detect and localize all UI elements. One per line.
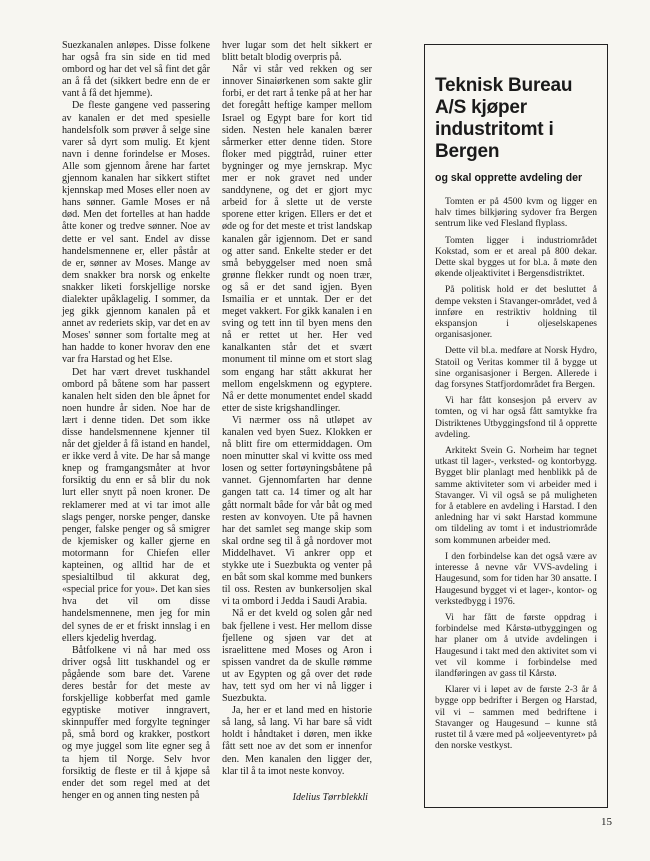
article-paragraph: Suezkanalen anløpes. Disse folkene har også fra sin side en tid med ombord og har det vel så fint det går an å få det (sikkert bedre enn de er vant å få det hjemme). [62,40,210,100]
article-paragraph: hver lugar som det helt sikkert er blitt betalt blodig overpris på. [222,40,372,64]
news-sidebar-content [435,75,597,757]
sidebar-body [435,197,597,752]
news-sidebar-box [424,44,608,808]
article-paragraph: De fleste gangene ved passering av kanalen er det med spesielle handelsfolk som prøver å selge sine varer så dyrt som mulig. Et kjent navn i denne forindelse er Moses. Alle som gjennom årene har fartet gjennom kanalen har sikkert stiftet kjennskap med Moses eller noen av hans sønner. Gamle Moses er nå død. Men det fortelles at han hadde åtte koner og tredve sønner. Noe av dette er vel sant. Endel av disse handelsmennene er, eller påstår at de er, sønner av Moses. Mange av dem snakker bra norsk og enkelte snakker liketi forskjellige norske dialekter upåklagelig. I sommer, da jeg gikk gjennom kanalen på et annet av rederiets skip, var det en av Moses' sønner som fortalte meg at han hadde to koner hvorav den ene var fra Harstad og het Else. [62,100,210,366]
article-column-2 [222,40,372,804]
article-column-1 [62,40,210,802]
sidebar-paragraph: På politisk hold er det besluttet å dempe veksten i Stavanger-området, ved å innføre en restriktiv holdning til ekspansjon i oljeselskapenes organisasjoner. [435,285,597,341]
sidebar-paragraph: Arkitekt Svein G. Norheim har tegnet utkast til lager-, verksted- og kontorbygg. Bygget blir planlagt med henblikk på de samme aktiviteter som vi arbeider med i Stavanger. Vi vil også se på muligheten for å etablere en avdeling i Harstad. I den anledning har vi søkt Harstad kommune om tildeling av tomt i et industriområde som kommunen arbeider med. [435,446,597,546]
sidebar-headline: Teknisk Bureau A/S kjøper industritomt i Bergen [435,75,573,162]
sidebar-paragraph: Vi har fått de første oppdrag i forbindelse med Kårstø-utbyggingen og har planer om å utvide avdelingen i Haugesund i takt med den aktivitet som vi vet vil komme i forbindelse med ilandføringen av gass til Kårstø. [435,612,597,679]
article-paragraph: Ja, her er et land med en historie så lang, så lang. Vi har bare så vidt holdt i håndtaket i døren, men ikke fått sett noe av det som er innenfor den. Men kanalen den ligger der, klar til å ta imot neste konvoy. [222,705,372,777]
sidebar-paragraph: Vi har fått konsesjon på erverv av tomten, og vi har også fått samtykke fra Distriktenes Utbyggingsfond til å opprette avdeling. [435,396,597,440]
sidebar-paragraph: Tomten er på 4500 kvm og ligger en halv times bilkjøring sydover fra Bergen sentrum like ved Flesland flyplass. [435,197,597,230]
article-paragraph: Vi nærmer oss nå utløpet av kanalen ved byen Suez. Klokken er nå blitt fire om ettermiddagen. Om noen minutter skal vi kvitte oss med losen og setter fortøyningsbåtene på vannet. Gjennomfarten har denne gangen tatt ca. 14 timer og alt har gått normalt både for vår båt og med resten av konvoyen. Ute på havnen har det samlet seg mange skip som skal ordne seg til å gå nordover mot Middelhavet. Vi ankrer opp et stykke ute i Suezbukta og venter på en båt som skal komme med bunkers til oss. Resten av bunkersoljen skal vi ta ombord i Jedda i Saudi Arabia. [222,414,372,608]
article-paragraph: Det har vært drevet tuskhandel ombord på båtene som har passert kanalen helt siden den ble åpnet for noen hundre år siden. Noe har de lært i denne tiden. Det som ikke disse handelsmennene kjenner til når det gjelder å få istand en handel, er ikke verd å vite. De har så mange knep og framgangsmåter at hvor forsiktig du enn er så blir du nok lurt eller snytt på noen kroner. De reklamerer med at vi tar imot alle slags penger, norske penger, danske penger, falske penger og så smigrer de kjemisker og kaller gjerne en motormann for Chiefen eller kapteinen, og alltid har de et spesialtilbud til akkurat deg, «special price for you». Det kan sies hva det vil om disse handelsmennene, men jeg for min del synes de er et friskt innslag i en ellers kjedelig hverdag. [62,366,210,644]
sidebar-subtitle: og skal opprette avdeling der [435,172,583,184]
article-paragraph: Båtfolkene vi nå har med oss driver også litt tuskhandel og er pågående som bare det. Varene deres består for det meste av forskjellige kobberfat med gamle egyptiske motiver inngravert, skinnpuffer med forgylte tegninger på, små bord og krakker, postkort og myе juggel som lite egner seg å ta hjem til Norge. Selv hvor forsiktig de fleste er til å kjøpe så ender det som regel med at det henger en og annen ting nesten på [62,644,210,801]
sidebar-paragraph: I den forbindelse kan det også være av interesse å nevne vår VVS-avdeling i Haugesund, som for tiden har 30 ansatte. I Haugesund bygget vi et lager-, kontor- og verkstedbygg i 1976. [435,551,597,607]
author-signature: Idelius Tørrblekkli [292,791,368,803]
article-paragraph: Når vi står ved rekken og ser innover Sinaiørkenen som sakte glir forbi, er det rart å tenke på at her har det foregått heftige kamper mellom Israel og Egypt bare for kort tid siden. Nesten hele kanalen bærer sårmerker etter denne tiden. Store floker med piggtråd, ruiner etter bygninger og mye jernskrap. Myc mer er nok gravet ned under sanddynene, og det er gjort myc arbeid for å slette ut de verste sporene etter krigen. Ellers er det et øde og for det meste et trist landskap kanalen går igjennom. Det er sand og atter sand. Enkelte steder er det små bebyggelser med noen små grønne flekker rundt og noen trær, og så er det sand igjen. Byen Ismailia er et unntak. Der er det meget vakkert. For gikk kanalen i en sving og tett inn til byen mens den nå er rettet ut her. Her ved kanalkanten står det et svært monument til minne om et stort slag som engang har stått akkurat her mellom engelskmenn og egyptere. Nå er dette monumentet endel skadd etter de siste krigshandlinger. [222,64,372,414]
sidebar-paragraph: Klarer vi i løpet av de første 2-3 år å bygge opp bedrifter i Bergen og Harstad, vil vi – sammen med bedriftene i Stavanger og Haugesund – kunne stå rustet til å være med på «oljeeventyret» på den norske vestkyst. [435,685,597,752]
article-paragraph: Nå er det kveld og solen går ned bak fjellene i vest. Her mellom disse fjellene og sjøen var det at israelittene med Moses og Aron i spissen vandret da de skulle rømme ut av Egypten og gå over det røde hav, tett syd om her vi nå ligger i Suezbukta. [222,608,372,705]
sidebar-paragraph: Dette vil bl.a. medføre at Norsk Hydro, Statoil og Veritas kommer til å bygge ut sine organisasjoner i Bergen. Allerede i dag forsynes Statfjordområdet fra Bergen. [435,346,597,391]
sidebar-paragraph: Tomten ligger i industriområdet Kokstad, som er et areal på 800 dekar. Dette skal bygges ut for bl.a. å møte den økende oljeaktivitet i Bergensdistriktet. [435,235,597,280]
page-number: 15 [601,816,612,828]
